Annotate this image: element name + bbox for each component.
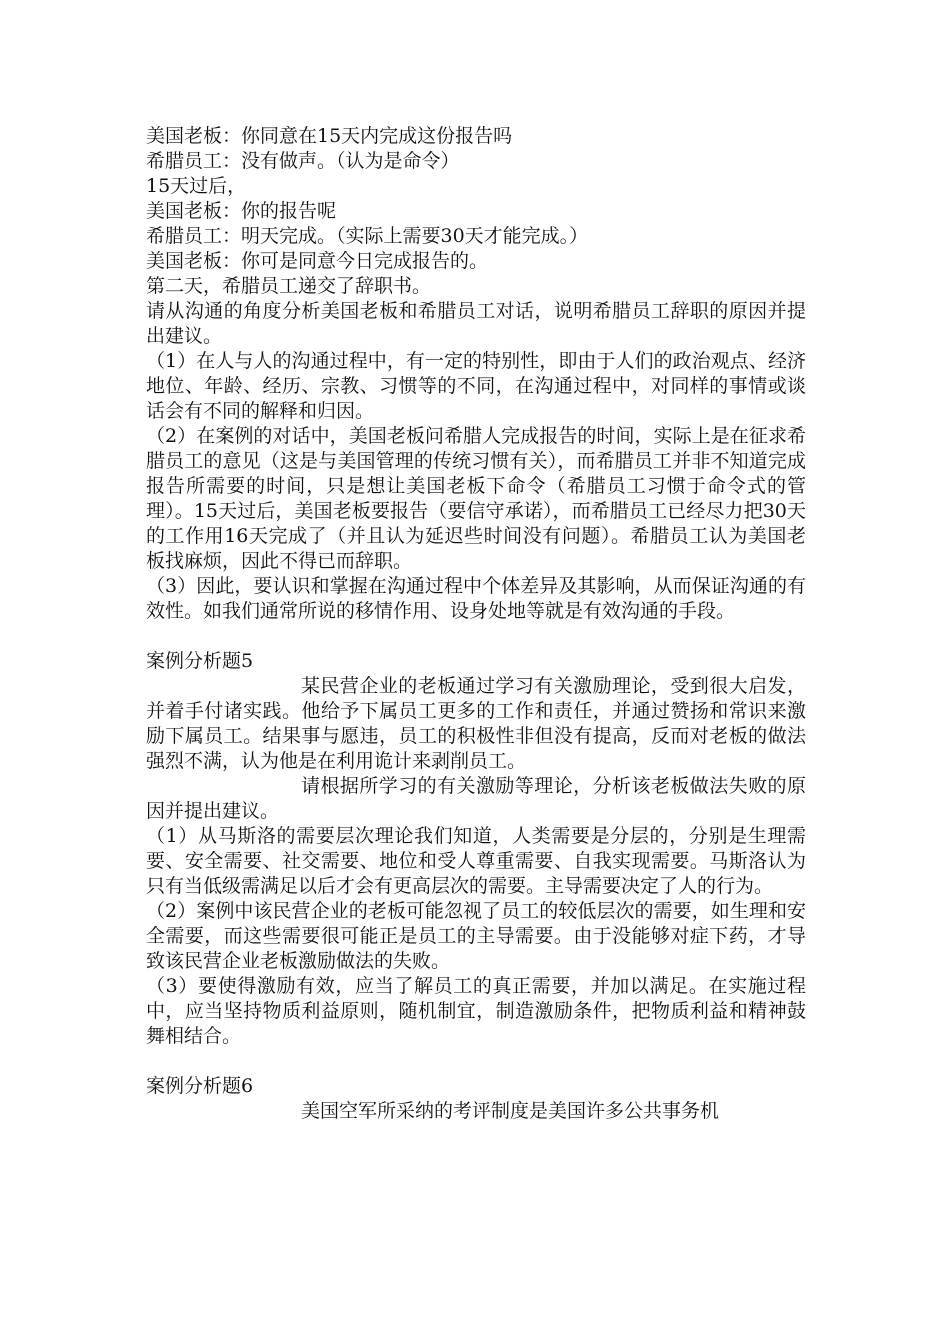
dialogue-line: 美国老板：你可是同意今日完成报告的。: [146, 250, 489, 272]
case5-title: 案例分析题5: [146, 650, 254, 672]
case5-scenario: 某民营企业的老板通过学习有关激励理论，受到很大启发，并着手付诸实践。他给予下属员工更多的工作和责任，并通过赞扬和常识来激励下属员工。结果事与愿违，员工的积极性非但没有提高，反而对老板的做法强烈不满，认为他是在利用诡计来剥削员工。: [146, 675, 806, 772]
case5-question: 请根据所学习的有关激励等理论，分析该老板做法失败的原因并提出建议。: [146, 775, 806, 822]
case5-answer-1: （1）从马斯洛的需要层次理论我们知道，人类需要是分层的，分别是生理需要、安全需要、社交需要、地位和受人尊重需要、自我实现需要。马斯洛认为只有当低级需满足以后才会有更高层次的需要。主导需要决定了人的行为。: [146, 825, 806, 897]
dialogue-line: 希腊员工：明天完成。（实际上需要30天才能完成。）: [146, 225, 589, 247]
spacer: [146, 624, 806, 649]
document-page: [146, 124, 806, 1124]
case5-answer-3: （3）要使得激励有效，应当了解员工的真正需要，并加以满足。在实施过程中，应当坚持物质利益原则，随机制宜，制造激励条件，把物质利益和精神鼓舞相结合。: [146, 975, 806, 1047]
spacer: [146, 1049, 806, 1074]
case4-answer-3: （3）因此，要认识和掌握在沟通过程中个体差异及其影响，从而保证沟通的有效性。如我们通常所说的移情作用、设身处地等就是有效沟通的手段。: [146, 575, 806, 622]
dialogue-line: 美国老板：你的报告呢: [146, 200, 337, 222]
dialogue-line: 第二天，希腊员工递交了辞职书。: [146, 275, 432, 297]
case4-answer-1: （1）在人与人的沟通过程中，有一定的特别性，即由于人们的政治观点、经济地位、年龄、经历、宗教、习惯等的不同，在沟通过程中，对同样的事情或谈话会有不同的解释和归因。: [146, 350, 806, 422]
case4-question: 请从沟通的角度分析美国老板和希腊员工对话，说明希腊员工辞职的原因并提出建议。: [146, 300, 806, 347]
case5-answer-2: （2）案例中该民营企业的老板可能忽视了员工的较低层次的需要，如生理和安全需要，而这些需要很可能正是员工的主导需要。由于没能够对症下药，才导致该民营企业老板激励做法的失败。: [146, 900, 806, 972]
case6-title: 案例分析题6: [146, 1075, 254, 1097]
dialogue-line: 15天过后，: [146, 175, 247, 197]
dialogue-line: 美国老板：你同意在15天内完成这份报告吗: [146, 125, 513, 147]
dialogue-line: 希腊员工：没有做声。（认为是命令）: [146, 150, 460, 172]
case6-scenario: 美国空军所采纳的考评制度是美国许多公共事务机: [301, 1100, 720, 1122]
case4-answer-2: （2）在案例的对话中，美国老板问希腊人完成报告的时间，实际上是在征求希腊员工的意见（这是与美国管理的传统习惯有关），而希腊员工并非不知道完成报告所需要的时间，只是想让美国老板下命令（希腊员工习惯于命令式的管理）。15天过后，美国老板要报告（要信守承诺），而希腊员工已经尽力把30天的工作用16天完成了（并且认为延迟些时间没有问题）。希腊员工认为美国老板找麻烦，因此不得已而辞职。: [146, 425, 806, 572]
